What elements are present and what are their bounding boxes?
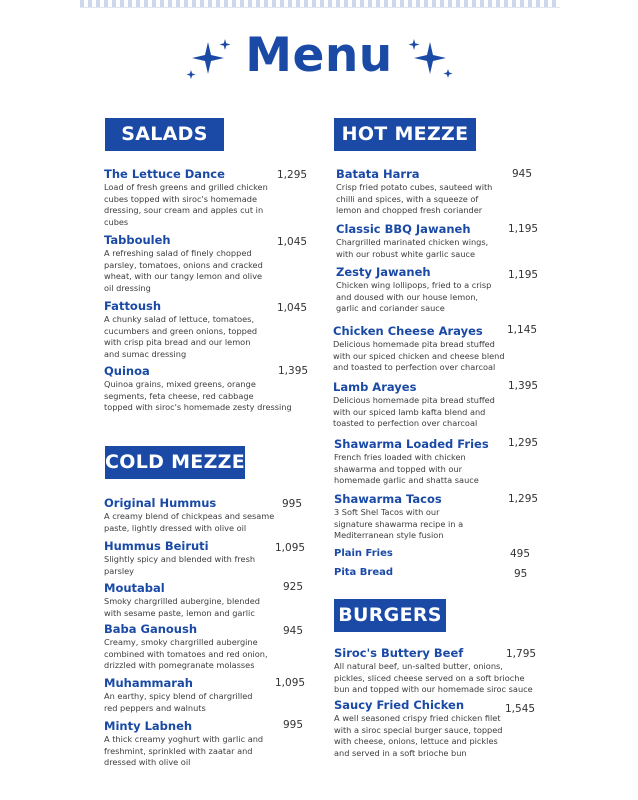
item-description: A refreshing salad of finely chopped parsley, tomatoes, onions and cracked wheat, with our tangy lemon and olive oil dressing [104,248,263,293]
menu-item-chicken-cheese-arayes [333,324,508,374]
menu-item-shawarma-tacos [334,492,506,542]
section-heading-cold-mezze: COLD MEZZE [105,446,245,479]
section-heading-burgers: BURGERS [334,599,446,632]
item-price: 995 [283,719,304,731]
item-price: 495 [510,548,531,560]
item-name: Muhammarah [104,676,193,690]
menu-item-moutabal [104,581,274,619]
menu-item-hummus-beiruti [104,539,274,577]
item-name: Pita Bread [334,567,394,578]
item-name: Tabbouleh [104,233,171,247]
item-name: Zesty Jawaneh [336,265,431,279]
menu-item-saucy-fried-chicken [334,698,506,759]
item-description: Chicken wing lollipops, fried to a crisp and doused with our house lemon, garlic and coriander sauce [336,280,492,314]
menu-item-tabbouleh [104,233,276,294]
item-name: Saucy Fried Chicken [334,698,465,712]
menu-item-the-lettuce-dance [104,167,276,228]
item-name: Original Hummus [104,496,217,510]
menu-item-zesty-jawaneh [336,265,506,315]
item-name: Hummus Beiruti [104,539,209,553]
menu-item-original-hummus [104,496,284,534]
section-heading-hot-mezze: HOT MEZZE [334,118,476,151]
menu-item-fattoush [104,299,276,360]
item-name: Moutabal [104,581,165,595]
item-name: Classic BBQ Jawaneh [336,222,471,236]
menu-item-muhammarah [104,676,274,714]
item-name: Shawarma Loaded Fries [334,437,489,451]
menu-item-baba-ganoush [104,622,274,672]
item-description: 3 Soft Shel Tacos with our signature shawarma recipe in a Mediterranean style fusion [334,507,464,541]
item-description: Quinoa grains, mixed greens, orange segments, feta cheese, red cabbage topped with siroc's homemade zesty dressing [104,379,292,413]
item-name: Quinoa [104,364,150,378]
item-name: Lamb Arayes [333,380,417,394]
item-price: 1,095 [275,542,306,554]
menu-item-lamb-arayes [333,380,508,430]
item-description: Delicious homemade pita bread stuffed with our spiced chicken and cheese blend and toasted to perfection over charcoal [333,339,505,373]
item-name: Minty Labneh [104,719,193,733]
item-price: 1,395 [508,380,539,392]
item-description: French fries loaded with chicken shawarma and topped with our homemade garlic and shatta sauce [334,452,479,486]
top-border-line [80,7,560,8]
item-name: Chicken Cheese Arayes [333,324,483,338]
top-decorative-border [80,0,560,7]
page-title: Menu [245,28,393,83]
item-description: All natural beef, un-salted butter, onions, pickles, sliced cheese served on a soft brioche bun and topped with our homemade siroc sauce [334,661,533,695]
item-description: Smoky chargrilled aubergine, blended with sesame paste, lemon and garlic [104,596,260,618]
item-price: 1,295 [508,437,539,449]
item-price: 95 [514,568,528,580]
item-description: A well seasoned crispy fried chicken filet with a siroc special burger sauce, topped with cheese, onions, lettuce and pickles and served in a soft brioche bun [334,713,503,758]
item-description: A thick creamy yoghurt with garlic and freshmint, sprinkled with zaatar and dressed with olive oil [104,734,264,768]
item-price: 995 [282,498,303,510]
sparkle-stars-right-icon [408,38,456,80]
item-name: Shawarma Tacos [334,492,442,506]
item-description: An earthy, spicy blend of chargrilled red peppers and walnuts [104,691,253,713]
menu-item-classic-bbq-jawaneh [336,222,506,260]
menu-item-pita-bread [334,565,484,580]
item-name: Fattoush [104,299,162,313]
item-price: 1,545 [505,703,536,715]
section-heading-salads: SALADS [105,118,224,151]
item-price: 1,395 [278,365,309,377]
item-price: 1,295 [277,169,308,181]
item-price: 1,095 [275,677,306,689]
item-price: 945 [283,625,304,637]
item-price: 1,145 [507,324,538,336]
item-description: Delicious homemade pita bread stuffed with our spiced lamb kafta blend and toasted to perfection over charcoal [333,395,495,429]
item-description: Creamy, smoky chargrilled aubergine combined with tomatoes and red onion, drizzled with pomegranate molasses [104,637,268,671]
item-description: Load of fresh greens and grilled chicken cubes topped with siroc's homemade dressing, sour cream and apples cut in cubes [104,182,268,227]
item-price: 1,195 [508,223,539,235]
menu-item-shawarma-loaded-fries [334,437,506,487]
menu-item-minty-labneh [104,719,274,769]
item-name: Baba Ganoush [104,622,198,636]
item-name: The Lettuce Dance [104,167,225,181]
item-price: 1,045 [277,302,308,314]
menu-item-plain-fries [334,546,484,561]
item-price: 1,045 [277,236,308,248]
item-price: 1,795 [506,648,537,660]
item-description: Crisp fried potato cubes, sauteed with chilli and spices, with a squeeze of lemon and chopped fresh coriander [336,182,493,216]
menu-item-quinoa [104,364,292,414]
item-price: 1,295 [508,493,539,505]
item-price: 925 [283,581,304,593]
item-name: Batata Harra [336,167,420,181]
item-description: Chargrilled marinated chicken wings, with our robust white garlic sauce [336,237,489,259]
item-description: Slightly spicy and blended with fresh parsley [104,554,256,576]
item-price: 1,195 [508,269,539,281]
item-name: Plain Fries [334,548,393,559]
item-description: A chunky salad of lettuce, tomatoes, cucumbers and green onions, topped with crisp pita bread and our lemon and sumac dressing [104,314,258,359]
item-price: 945 [512,168,533,180]
menu-item-batata-harra [336,167,506,217]
item-name: Siroc's Buttery Beef [334,646,464,660]
item-description: A creamy blend of chickpeas and sesame paste, lightly dressed with olive oil [104,511,275,533]
